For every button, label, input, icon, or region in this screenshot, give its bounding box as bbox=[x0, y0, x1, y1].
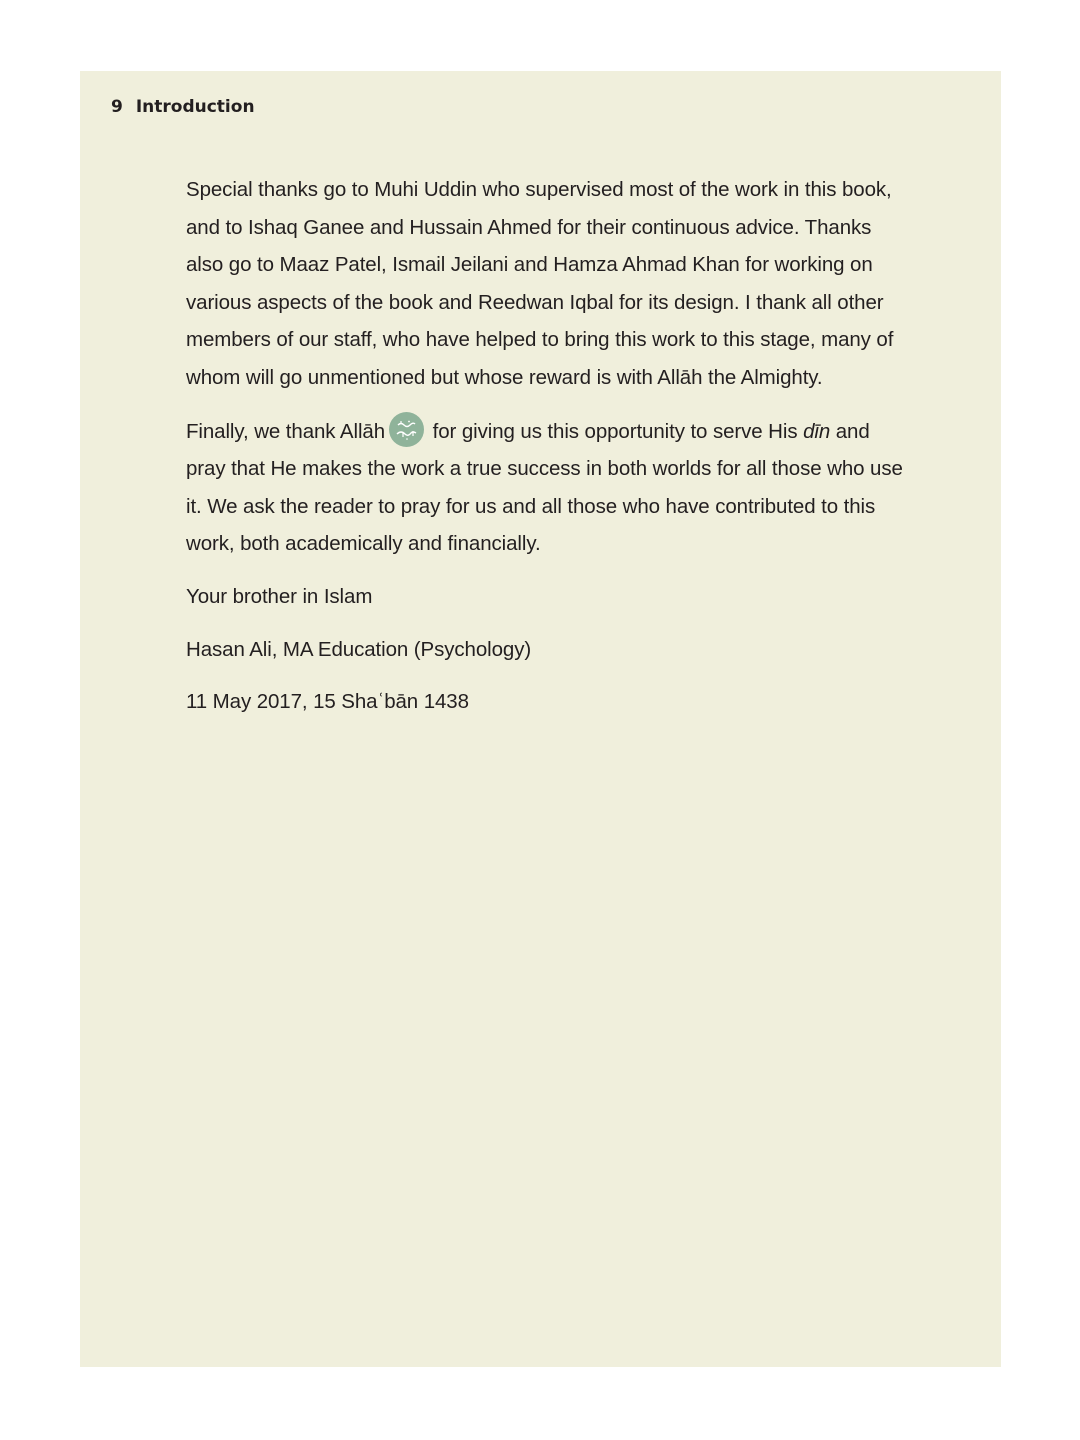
closing-paragraph-end: and pray that He makes the work a true success in both worlds for all those who use it. We ask the reader to pray for us and all those who have contributed to this work, both academically and financially. bbox=[186, 419, 903, 556]
page-number: 9 bbox=[111, 97, 123, 117]
date-line: 11 May 2017, 15 Shaʿbān 1438 bbox=[186, 690, 469, 714]
book-page bbox=[80, 71, 1001, 1367]
closing-paragraph-start: Finally, we thank Allāh bbox=[186, 419, 386, 443]
honorific-glyph-icon bbox=[389, 412, 424, 447]
author-name: Hasan Ali, MA Education (Psychology) bbox=[186, 637, 532, 661]
closing-paragraph-middle: for giving us this opportunity to serve His bbox=[427, 419, 804, 443]
closing-paragraph bbox=[186, 412, 906, 563]
acknowledgements-paragraph: Special thanks go to Muhi Uddin who supervised most of the work in this book, and to Ishaq Ganee and Hussain Ahmed for their continuous advice. Thanks also go to Maaz Patel, Ismail Jeilani and Hamza Ahmad Khan for working on various aspects of the book and Reedwan Iqbal for its design. I thank all other members of our staff, who have helped to bring this work to this stage, many of whom will go unmentioned but whose reward is with Allāh the Almighty. bbox=[186, 178, 894, 389]
honorific-badge-icon bbox=[389, 412, 424, 447]
body-text bbox=[186, 171, 906, 736]
running-head bbox=[111, 97, 255, 117]
section-title: Introduction bbox=[135, 97, 255, 117]
sign-off: Your brother in Islam bbox=[186, 584, 373, 608]
italic-term: dīn bbox=[803, 419, 831, 443]
